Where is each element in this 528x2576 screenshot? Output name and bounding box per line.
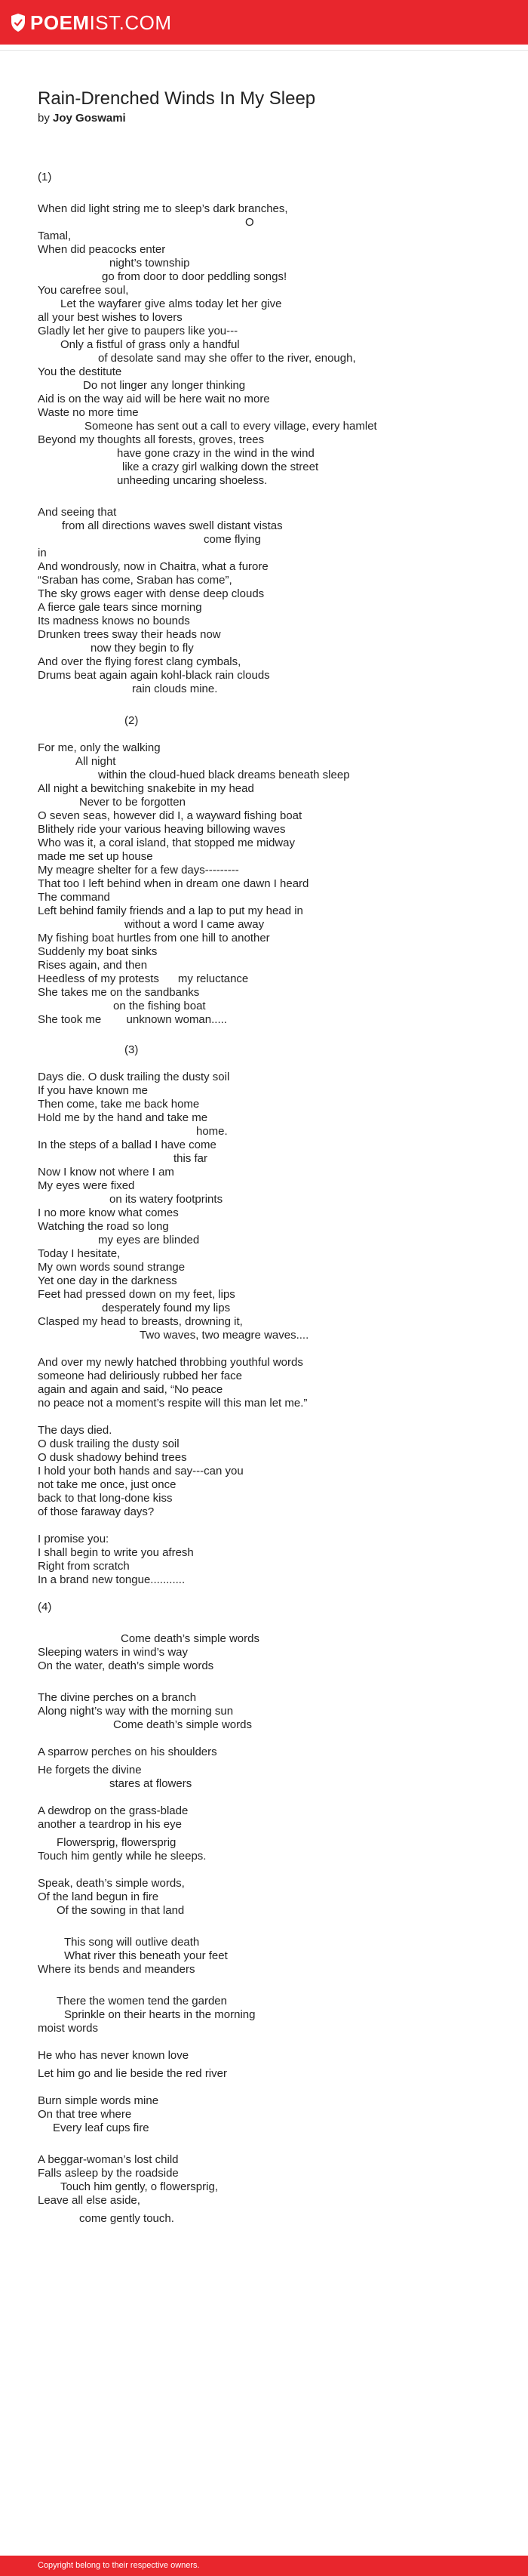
header-divider [0,50,528,51]
poem-line: On that tree where [38,2108,132,2121]
poem-line: He who has never known love [38,2049,189,2062]
poem-line: made me set up house [38,850,153,863]
shield-icon [11,13,26,32]
poem-line: now they begin to fly [91,642,194,655]
poem-line: All night a bewitching snakebite in my head [38,782,254,795]
poem-line: Every leaf cups fire [53,2122,149,2134]
poem-line: again and again and said, “No peace [38,1383,223,1396]
poem-line: Come death’s simple words [121,1632,259,1645]
poem-line: all your best wishes to lovers [38,311,183,324]
poem-title: Rain-Drenched Winds In My Sleep [38,88,316,109]
poem-line: from all directions waves swell distant vistas [62,519,283,532]
poem-line: The divine perches on a branch [38,1691,197,1704]
poem-line: A sparrow perches on his shoulders [38,1746,217,1758]
poem-line: Tamal, [38,230,72,242]
poem-line: The days died. [38,1424,112,1437]
poem-line: O dusk shadowy behind trees [38,1451,187,1464]
poem-line: Someone has sent out a call to every village, every hamlet [84,420,377,433]
poem-line: Along night’s way with the morning sun [38,1705,234,1718]
poem-line: Two waves, two meagre waves.... [140,1329,309,1342]
poem-line: Drunken trees sway their heads now [38,628,221,641]
poem-line: She took me unknown woman..... [38,1013,227,1026]
poem-line: And seeing that [38,506,117,519]
poem-line: Aid is on the way aid will be here wait no more [38,393,270,405]
poem-line: without a word I came away [124,918,265,931]
poem-line: Flowersprig, flowersprig [57,1836,177,1849]
poem-line: Leave all else aside, [38,2194,140,2207]
poem-line: have gone crazy in the wind in the wind [117,447,315,460]
poem-line: And over the flying forest clang cymbals, [38,655,241,668]
poem-line: And over my newly hatched throbbing youthful words [38,1356,303,1369]
poem-line: Right from scratch [38,1560,130,1573]
poem-line: of those faraway days? [38,1505,155,1518]
copyright-notice: Copyright belong to their respective owners. [38,2561,200,2570]
poem-line: If you have known me [38,1084,148,1097]
poem-line: unheeding uncaring shoeless. [117,474,268,487]
poem-line: That too I left behind when in dream one dawn I heard [38,877,309,890]
poem-line: Never to be forgotten [79,796,186,809]
poem-line: Blithely ride your various heaving billowing waves [38,823,286,836]
poem-line: (4) [38,1601,52,1613]
poem-line: on its watery footprints [109,1193,223,1206]
poem-line: Touch him gently while he sleeps. [38,1850,207,1863]
poem-line: within the cloud-hued black dreams beneath sleep [98,769,350,781]
poem-line: On the water, death’s simple words [38,1659,214,1672]
poem-line: stares at flowers [109,1777,192,1790]
poem-line: Hold me by the hand and take me [38,1111,208,1124]
poem-line: Days die. O dusk trailing the dusty soil [38,1071,230,1083]
poem-line: Clasped my head to breasts, drowning it, [38,1315,243,1328]
site-footer [0,2556,528,2576]
poem-line: Feet had pressed down on my feet, lips [38,1288,235,1301]
poem-line: Suddenly my boat sinks [38,945,158,958]
poem-line: “Sraban has come, Sraban has come”, [38,574,232,587]
poem-line: Its madness knows no bounds [38,615,190,627]
poem-line: You the destitute [38,365,122,378]
poem-line: I promise you: [38,1533,109,1545]
logo-text-bold: POEM [30,11,90,34]
poem-line: Let the wayfarer give alms today let her give [60,297,282,310]
poem-line: A dewdrop on the grass-blade [38,1804,189,1817]
poem-line: Only a fistful of grass only a handful [60,338,240,351]
poem-line: Drums beat again again kohl-black rain clouds [38,669,270,682]
poem-line: When did peacocks enter [38,243,166,256]
poem-line: Then come, take me back home [38,1098,200,1111]
poem-line: I no more know what comes [38,1206,179,1219]
poem-line: another a teardrop in his eye [38,1818,182,1831]
poem-line: Waste no more time [38,406,139,419]
poem-line: In a brand new tongue........... [38,1573,186,1586]
poem-line: Of the sowing in that land [57,1904,185,1917]
poem-line: someone had deliriously rubbed her face [38,1370,243,1382]
poem-line: on the fishing boat [113,1000,206,1012]
site-logo[interactable] [11,12,172,33]
poem-line: In the steps of a ballad I have come [38,1139,216,1151]
poem-line: My meagre shelter for a few days--------- [38,864,239,877]
poem-line: I hold your both hands and say---can you [38,1465,244,1478]
logo-text-light: IST.COM [89,11,172,34]
poem-line: Where its bends and meanders [38,1963,195,1976]
poem-byline [38,112,126,125]
poem-line: My own words sound strange [38,1261,186,1274]
poem-line: O dusk trailing the dusty soil [38,1437,180,1450]
poem-line: She takes me on the sandbanks [38,986,200,999]
poem-line: in [38,547,47,559]
poem-line: not take me once, just once [38,1478,177,1491]
site-header [0,0,528,45]
poem-line: The sky grows eager with dense deep clouds [38,587,265,600]
poem-line: My fishing boat hurtles from one hill to another [38,932,270,944]
poem-line: Of the land begun in fire [38,1890,159,1903]
poem-line: I shall begin to write you afresh [38,1546,194,1559]
poem-line: Yet one day in the darkness [38,1274,177,1287]
poem-line: He forgets the divine [38,1764,142,1776]
poem-line: Do not linger any longer thinking [83,379,246,392]
poem-line: Rises again, and then [38,959,148,972]
poem-line: come gently touch. [79,2212,174,2225]
poem-line: O [245,216,254,229]
poem-line: What river this beneath your feet [64,1949,228,1962]
poem-line: of desolate sand may she offer to the river, enough, [98,352,356,365]
poem-line: Sprinkle on their hearts in the morning [64,2008,256,2021]
poem-line: You carefree soul, [38,284,129,297]
poem-line: There the women tend the garden [57,1995,227,2007]
poem-line: A fierce gale tears since morning [38,601,202,614]
poem-line: (3) [124,1043,139,1056]
poem-line: When did light string me to sleep’s dark branches, [38,202,288,215]
poem-line: moist words [38,2022,99,2035]
byline-prefix: by [38,112,54,125]
poem-line: (1) [38,171,52,183]
poem-line: Come death’s simple words [113,1718,252,1731]
poem-line: Beyond my thoughts all forests, groves, trees [38,433,265,446]
poem-line: (2) [124,714,139,727]
poem-line: All night [75,755,116,768]
poem-line: Gladly let her give to paupers like you--- [38,325,238,337]
poem-line: Let him go and lie beside the red river [38,2067,227,2080]
poem-line: Touch him gently, o flowersprig, [60,2180,218,2193]
poem-line: Today I hesitate, [38,1247,121,1260]
poem-line: my eyes are blinded [98,1234,200,1246]
poem-line: A beggar-woman’s lost child [38,2153,179,2166]
author-link[interactable]: Joy Goswami [53,112,126,125]
poem-line: Burn simple words mine [38,2094,159,2107]
poem-line: Sleeping waters in wind’s way [38,1646,188,1659]
poem-line: Falls asleep by the roadside [38,2167,179,2180]
poem-line: Now I know not where I am [38,1166,174,1179]
poem-line: Left behind family friends and a lap to put my head in [38,904,303,917]
poem-line: And wondrously, now in Chaitra, what a furore [38,560,269,573]
poem-line: This song will outlive death [64,1936,200,1949]
poem-line: Who was it, a coral island, that stopped me midway [38,837,295,849]
poem-line: rain clouds mine. [132,683,218,695]
poem-line: home. [196,1125,228,1138]
poem-line: The command [38,891,110,904]
poem-line: My eyes were fixed [38,1179,135,1192]
poem-line: Heedless of my protests my reluctance [38,972,249,985]
poem-line: night’s township [109,257,190,270]
poem-line: Watching the road so long [38,1220,169,1233]
poem-line: O seven seas, however did I, a wayward fishing boat [38,809,302,822]
poem-line: come flying [204,533,261,546]
poem-line: no peace not a moment’s respite will this man let me.” [38,1397,308,1410]
poem-line: For me, only the walking [38,741,161,754]
poem-line: this far [173,1152,208,1165]
poem-line: go from door to door peddling songs! [102,270,287,283]
poem-line: like a crazy girl walking down the street [122,461,319,473]
poem-line: desperately found my lips [102,1302,231,1314]
poem-line: back to that long-done kiss [38,1492,173,1505]
poem-line: Speak, death’s simple words, [38,1877,185,1890]
